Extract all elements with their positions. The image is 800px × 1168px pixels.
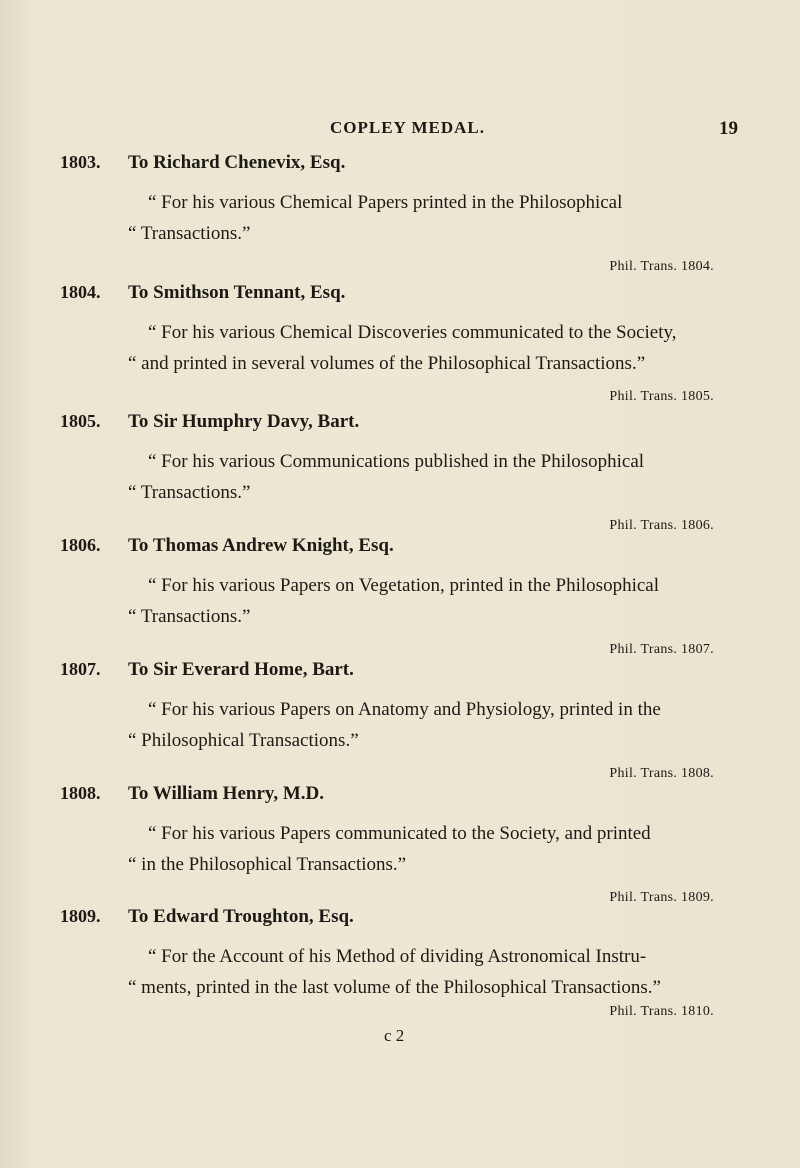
entry-recipient: To William Henry, M.D. (128, 783, 325, 804)
entry-citation-line-2: “ in the Philosophical Transactions.” (128, 854, 407, 875)
entry-recipient: To Sir Everard Home, Bart. (128, 659, 354, 680)
entry-recipient: To Richard Chenevix, Esq. (128, 152, 346, 173)
entry-reference: Phil. Trans. 1808. (609, 766, 714, 781)
entry-citation-line-2: “ and printed in several volumes of the Philosophical Transactions.” (128, 353, 646, 374)
entry-citation-line-1: “ For his various Papers on Vegetation, printed in the Philosophical (148, 575, 659, 596)
entry-reference: Phil. Trans. 1805. (609, 389, 714, 404)
entry-recipient: To Smithson Tennant, Esq. (128, 282, 346, 303)
entry-citation-line-2: “ Transactions.” (128, 606, 251, 627)
entry-citation-line-1: “ For his various Chemical Papers printed in the Philosophical (148, 192, 623, 213)
entry-recipient: To Sir Humphry Davy, Bart. (128, 411, 360, 432)
entry-reference: Phil. Trans. 1810. (609, 1004, 714, 1019)
running-head: COPLEY MEDAL. (330, 118, 485, 137)
entry-reference: Phil. Trans. 1807. (609, 642, 714, 657)
entry-citation-line-1: “ For his various Chemical Discoveries communicated to the Society, (148, 322, 677, 343)
entry-citation-line-2: “ ments, printed in the last volume of the Philosophical Transactions.” (128, 977, 661, 998)
entry-recipient: To Thomas Andrew Knight, Esq. (128, 535, 394, 556)
entry-reference: Phil. Trans. 1809. (609, 890, 714, 905)
entry-citation-line-1: “ For the Account of his Method of dividing Astronomical Instru- (148, 946, 647, 967)
entry-recipient: To Edward Troughton, Esq. (128, 906, 354, 927)
page-header (0, 118, 800, 148)
entry-year: 1803. (60, 152, 101, 172)
entry-reference: Phil. Trans. 1804. (609, 259, 714, 274)
entry-year: 1804. (60, 282, 101, 302)
entry-citation-line-1: “ For his various Papers on Anatomy and Physiology, printed in the (148, 699, 661, 720)
entry-year: 1808. (60, 783, 101, 803)
entry-citation-line-2: “ Transactions.” (128, 482, 251, 503)
entry-citation-line-1: “ For his various Communications published in the Philosophical (148, 451, 645, 472)
entry-year: 1806. (60, 535, 101, 555)
entry-year: 1805. (60, 411, 101, 431)
entry-year: 1809. (60, 906, 101, 926)
page-number: 19 (719, 118, 738, 139)
entry-citation-line-2: “ Transactions.” (128, 223, 251, 244)
signature-mark: c 2 (384, 1026, 405, 1045)
entry-citation-line-2: “ Philosophical Transactions.” (128, 730, 359, 751)
entry-year: 1807. (60, 659, 101, 679)
entry-citation-line-1: “ For his various Papers communicated to the Society, and printed (148, 823, 651, 844)
entry-reference: Phil. Trans. 1806. (609, 518, 714, 533)
